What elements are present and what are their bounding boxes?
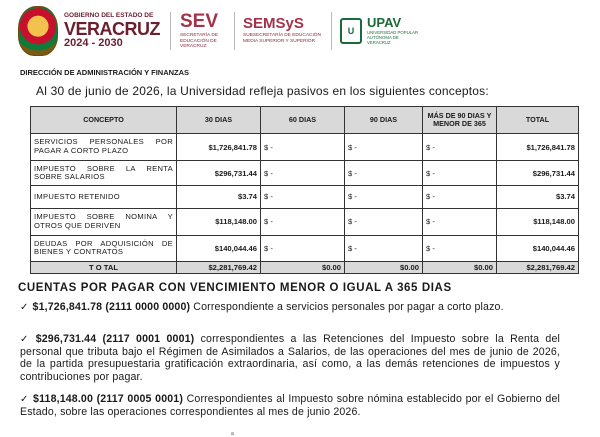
note-paragraph	[20, 333, 560, 383]
row-total: $296,731.44	[497, 161, 579, 186]
total-grand: $2,281,769.42	[497, 261, 579, 273]
sev-logo	[180, 12, 232, 50]
col-header-30-days: 30 DIAS	[177, 107, 261, 134]
government-years: 2024 - 2030	[64, 36, 123, 49]
note-paragraph	[20, 301, 560, 314]
checkmark-icon: ✓	[20, 394, 30, 405]
row-over-90-days: $ -	[423, 235, 497, 261]
note-paragraph	[20, 393, 560, 418]
row-total: $3.74	[497, 186, 579, 208]
row-concept: IMPUESTO SOBRE NOMINA Y OTROS QUE DERIVEN	[31, 208, 177, 235]
total-60-days: $0.00	[261, 261, 345, 273]
note-amount: $1,726,841.78 (2111 0000 0000)	[32, 301, 191, 313]
note-text: Correspondientes al Impuesto sobre nómina establecido por el Gobierno del Estado, sobre las operaciones correspondientes al mes de junio 2026.	[20, 393, 561, 418]
col-header-total: TOTAL	[497, 107, 579, 134]
row-60-days: $ -	[261, 134, 345, 161]
row-90-days: $ -	[345, 161, 423, 186]
table-row	[31, 186, 579, 208]
row-over-90-days: $ -	[423, 161, 497, 186]
row-concept: IMPUESTO SOBRE LA RENTA SOBRE SALARIOS	[31, 161, 177, 186]
upav-emblem-icon: U	[340, 18, 362, 44]
page-header	[18, 4, 588, 60]
row-60-days: $ -	[261, 235, 345, 261]
upav-logo	[340, 16, 421, 46]
total-label: T O TAL	[31, 261, 177, 273]
state-seal-icon	[18, 6, 58, 56]
table-row	[31, 235, 579, 261]
footer-mark: a	[231, 431, 234, 437]
sev-subtitle: SECRETARÍA DE EDUCACIÓN DE VERACRUZ	[180, 33, 219, 50]
col-header-90-days: 90 DIAS	[345, 107, 423, 134]
row-total: $118,148.00	[497, 208, 579, 235]
government-state: VERACRUZ	[64, 18, 161, 39]
row-60-days: $ -	[261, 161, 345, 186]
row-90-days: $ -	[345, 208, 423, 235]
semsys-title: SEMSyS	[243, 15, 304, 32]
row-60-days: $ -	[261, 186, 345, 208]
sev-title: SEV	[180, 11, 219, 32]
row-30-days: $296,731.44	[177, 161, 261, 186]
row-90-days: $ -	[345, 186, 423, 208]
header-divider	[331, 12, 332, 50]
row-90-days: $ -	[345, 235, 423, 261]
table-total-row	[31, 261, 579, 273]
total-90-days: $0.00	[345, 261, 423, 273]
row-90-days: $ -	[345, 134, 423, 161]
liabilities-table	[30, 106, 579, 274]
note-text: Correspondiente a servicios personales por pagar a corto plazo.	[190, 301, 504, 313]
government-line: GOBIERNO DEL ESTADO DE	[64, 12, 154, 20]
header-divider	[234, 12, 235, 50]
veracruz-government-logo	[18, 6, 160, 56]
col-header-60-days: 60 DIAS	[261, 107, 345, 134]
row-30-days: $118,148.00	[177, 208, 261, 235]
upav-subtitle: UNIVERSIDAD POPULAR AUTÓNOMA DE VERACRUZ	[367, 30, 419, 45]
department-heading: DIRECCIÓN DE ADMINISTRACIÓN Y FINANZAS	[20, 68, 190, 77]
note-amount: $118,148.00 (2117 0005 0001)	[33, 393, 184, 405]
row-total: $1,726,841.78	[497, 134, 579, 161]
table-row	[31, 134, 579, 161]
col-header-over-90-days: MÁS DE 90 DIAS Y MENOR DE 365	[423, 107, 497, 134]
row-over-90-days: $ -	[423, 134, 497, 161]
row-concept: SERVICIOS PERSONALES POR PAGAR A CORTO PLAZO	[31, 134, 177, 161]
total-30-days: $2,281,769.42	[177, 261, 261, 273]
total-over-90-days: $0.00	[423, 261, 497, 273]
row-30-days: $3.74	[177, 186, 261, 208]
row-concept: IMPUESTO RETENIDO	[31, 186, 177, 208]
checkmark-icon: ✓	[20, 302, 29, 313]
table-header-row	[31, 107, 579, 134]
checkmark-icon: ✓	[20, 334, 32, 345]
row-over-90-days: $ -	[423, 208, 497, 235]
row-total: $140,044.46	[497, 235, 579, 261]
row-30-days: $1,726,841.78	[177, 134, 261, 161]
intro-sentence: Al 30 de junio de 2026, la Universidad refleja pasivos en los siguientes conceptos:	[36, 84, 489, 98]
table-row	[31, 161, 579, 186]
header-divider	[170, 12, 171, 50]
table-row	[31, 208, 579, 235]
upav-title: UPAV	[367, 15, 402, 30]
semsys-subtitle: SUBSECRETARÍA DE EDUCACIÓN MEDIA SUPERIOR Y SUPERIOR	[243, 33, 322, 44]
row-60-days: $ -	[261, 208, 345, 235]
row-over-90-days: $ -	[423, 186, 497, 208]
note-text: correspondientes a las Retenciones del Impuesto sobre la Renta del personal que tributa bajo el Régimen de Asimilados a Salarios, de las operaciones del mes de junio de 2026, de la partida presupuestaria gratificación extraordinaria, así como, a las demás retenciones de impuestos y contribuciones por pagar.	[20, 333, 560, 383]
row-30-days: $140,044.46	[177, 235, 261, 261]
note-amount: $296,731.44 (2117 0001 0001)	[35, 333, 195, 345]
row-concept: DEUDAS POR ADQUISICIÓN DE BIENES Y CONTRATOS	[31, 235, 177, 261]
semsys-logo	[243, 16, 325, 44]
col-header-concept: CONCEPTO	[31, 107, 177, 134]
section-subtitle: CUENTAS POR PAGAR CON VENCIMIENTO MENOR O IGUAL A 365 DIAS	[18, 282, 452, 294]
